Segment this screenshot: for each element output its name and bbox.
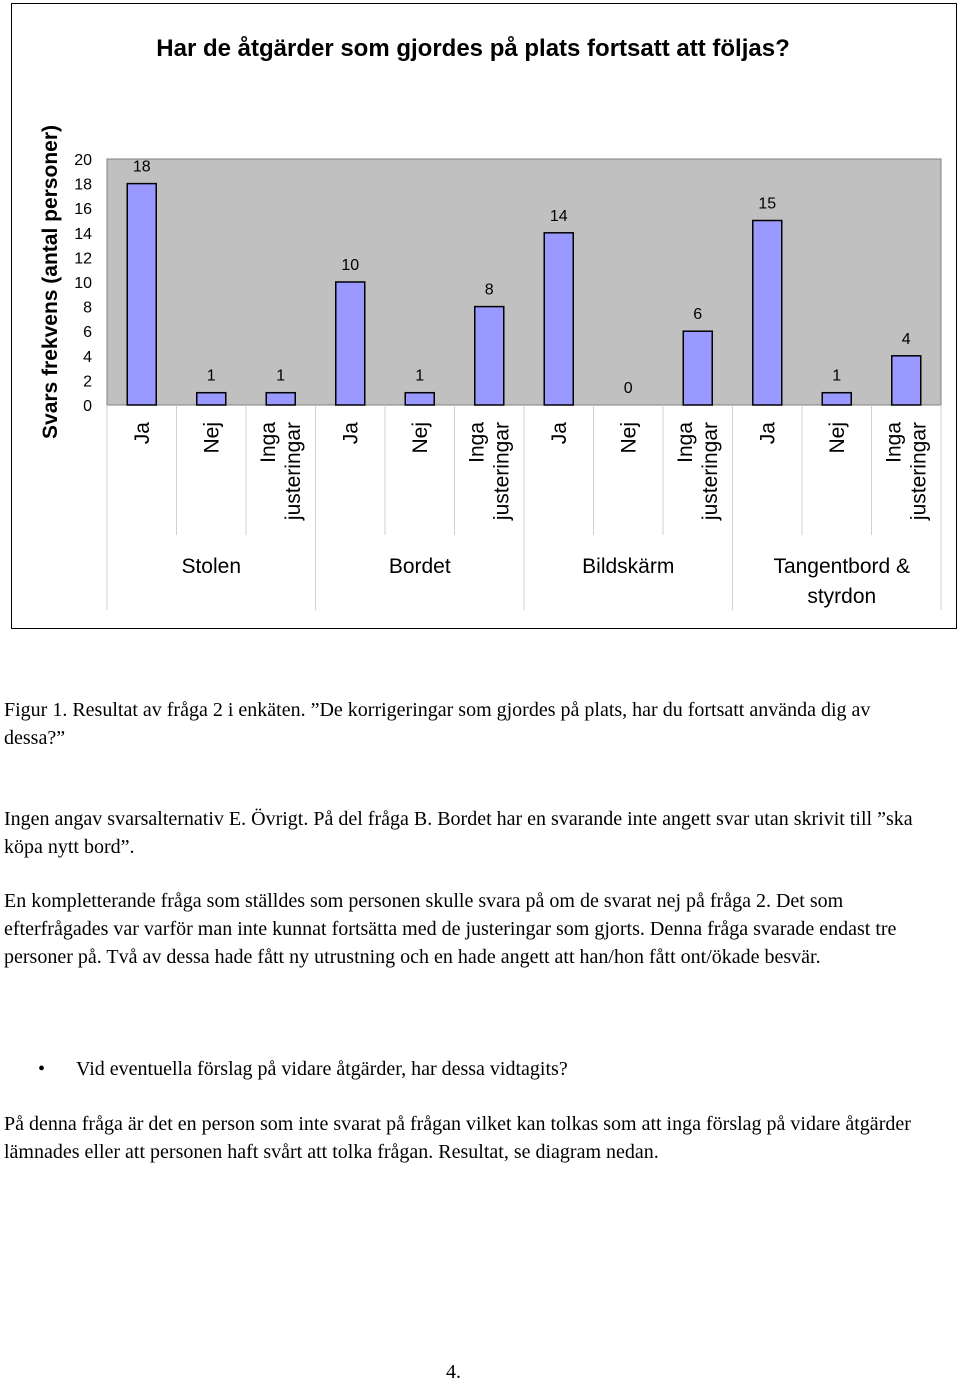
data-label: 1 (415, 367, 425, 385)
group-label: Bordet (388, 555, 451, 578)
bar (336, 282, 365, 405)
data-label: 1 (832, 367, 842, 385)
bullet-text: Vid eventuella förslag på vidare åtgärder, har dessa vidtagits? (76, 1058, 568, 1080)
figure-caption: Figur 1. Resultat av fråga 2 i enkäten. ”De korrigeringar som gjordes på plats, har du fortsatt använda dig av dessa?” (4, 699, 871, 749)
category-label: Ingajusteringar (882, 422, 931, 521)
paragraph-2: En kompletterande fråga som ställdes som personen skulle svara på om de svarat nej på fråga 2. Det som efterfrågades var varför man inte kunnat fortsätta med de justeringar som gjorts. Denna fråga svarade endast tre personer på. Två av dessa hade fått ny utrustning och en hade angett att han/hon fått ont/ökade besvär. (4, 890, 897, 968)
bar (405, 393, 434, 405)
data-label: 18 (132, 158, 151, 176)
category-label: Ingajusteringar (465, 422, 514, 521)
category-label: Ja (339, 422, 363, 445)
y-tick-label: 12 (74, 250, 92, 268)
bullet-icon: • (38, 1058, 46, 1080)
bar (892, 356, 921, 405)
bar (475, 307, 504, 405)
y-axis-label: Svars frekvens (antal personer) (39, 125, 62, 439)
data-label: 8 (484, 281, 494, 299)
group-label: Stolen (181, 555, 242, 578)
category-label: Ja (756, 422, 780, 445)
y-tick-label: 20 (74, 152, 92, 169)
category-label: Ingajusteringar (256, 422, 305, 521)
data-label: 10 (341, 257, 360, 274)
data-label: 14 (549, 207, 568, 225)
data-label: 4 (901, 330, 911, 348)
bar (127, 184, 156, 405)
category-label: Nej (825, 422, 849, 454)
data-label: 1 (206, 367, 216, 385)
data-label: 0 (623, 380, 633, 397)
paragraph-1: Ingen angav svarsalternativ E. Övrigt. På del fråga B. Bordet har en svarande inte angett svar utan skrivit till ”ska köpa nytt bord”. (4, 808, 913, 858)
category-label: Nej (200, 422, 224, 454)
bar (266, 393, 295, 405)
data-label: 1 (276, 367, 286, 385)
y-tick-label: 14 (74, 225, 92, 243)
category-label: Ja (130, 422, 154, 445)
group-label: Tangentbord & styrdon (773, 555, 911, 608)
category-label: Nej (617, 422, 641, 454)
plot-area (107, 159, 941, 405)
bar (683, 331, 712, 405)
chart-title: Har de åtgärder som gjordes på plats fortsatt att följas? (156, 35, 790, 62)
bar (822, 393, 851, 405)
bar (197, 393, 226, 405)
bar-chart (0, 0, 960, 640)
page-number: 4. (446, 1361, 461, 1383)
group-label: Bildskärm (582, 555, 675, 578)
data-label: 6 (693, 306, 703, 324)
y-tick-label: 18 (74, 176, 92, 194)
data-label: 15 (758, 195, 777, 213)
category-label: Ja (547, 422, 571, 445)
y-tick-label: 2 (83, 373, 92, 391)
y-tick-label: 10 (74, 275, 92, 292)
y-tick-label: 16 (74, 201, 92, 219)
y-tick-label: 0 (83, 398, 92, 415)
y-tick-label: 4 (83, 348, 92, 366)
bar (544, 233, 573, 405)
y-tick-label: 6 (83, 324, 92, 342)
category-label: Nej (408, 422, 432, 454)
y-tick-label: 8 (83, 299, 92, 317)
paragraph-3: På denna fråga är det en person som inte svarat på frågan vilket kan tolkas som att inga förslag på vidare åtgärder lämnades eller att personen haft svårt att tolka frågan. Resultat, se diagram nedan. (4, 1113, 911, 1163)
category-label: Ingajusteringar (673, 422, 722, 521)
bar (753, 221, 782, 406)
